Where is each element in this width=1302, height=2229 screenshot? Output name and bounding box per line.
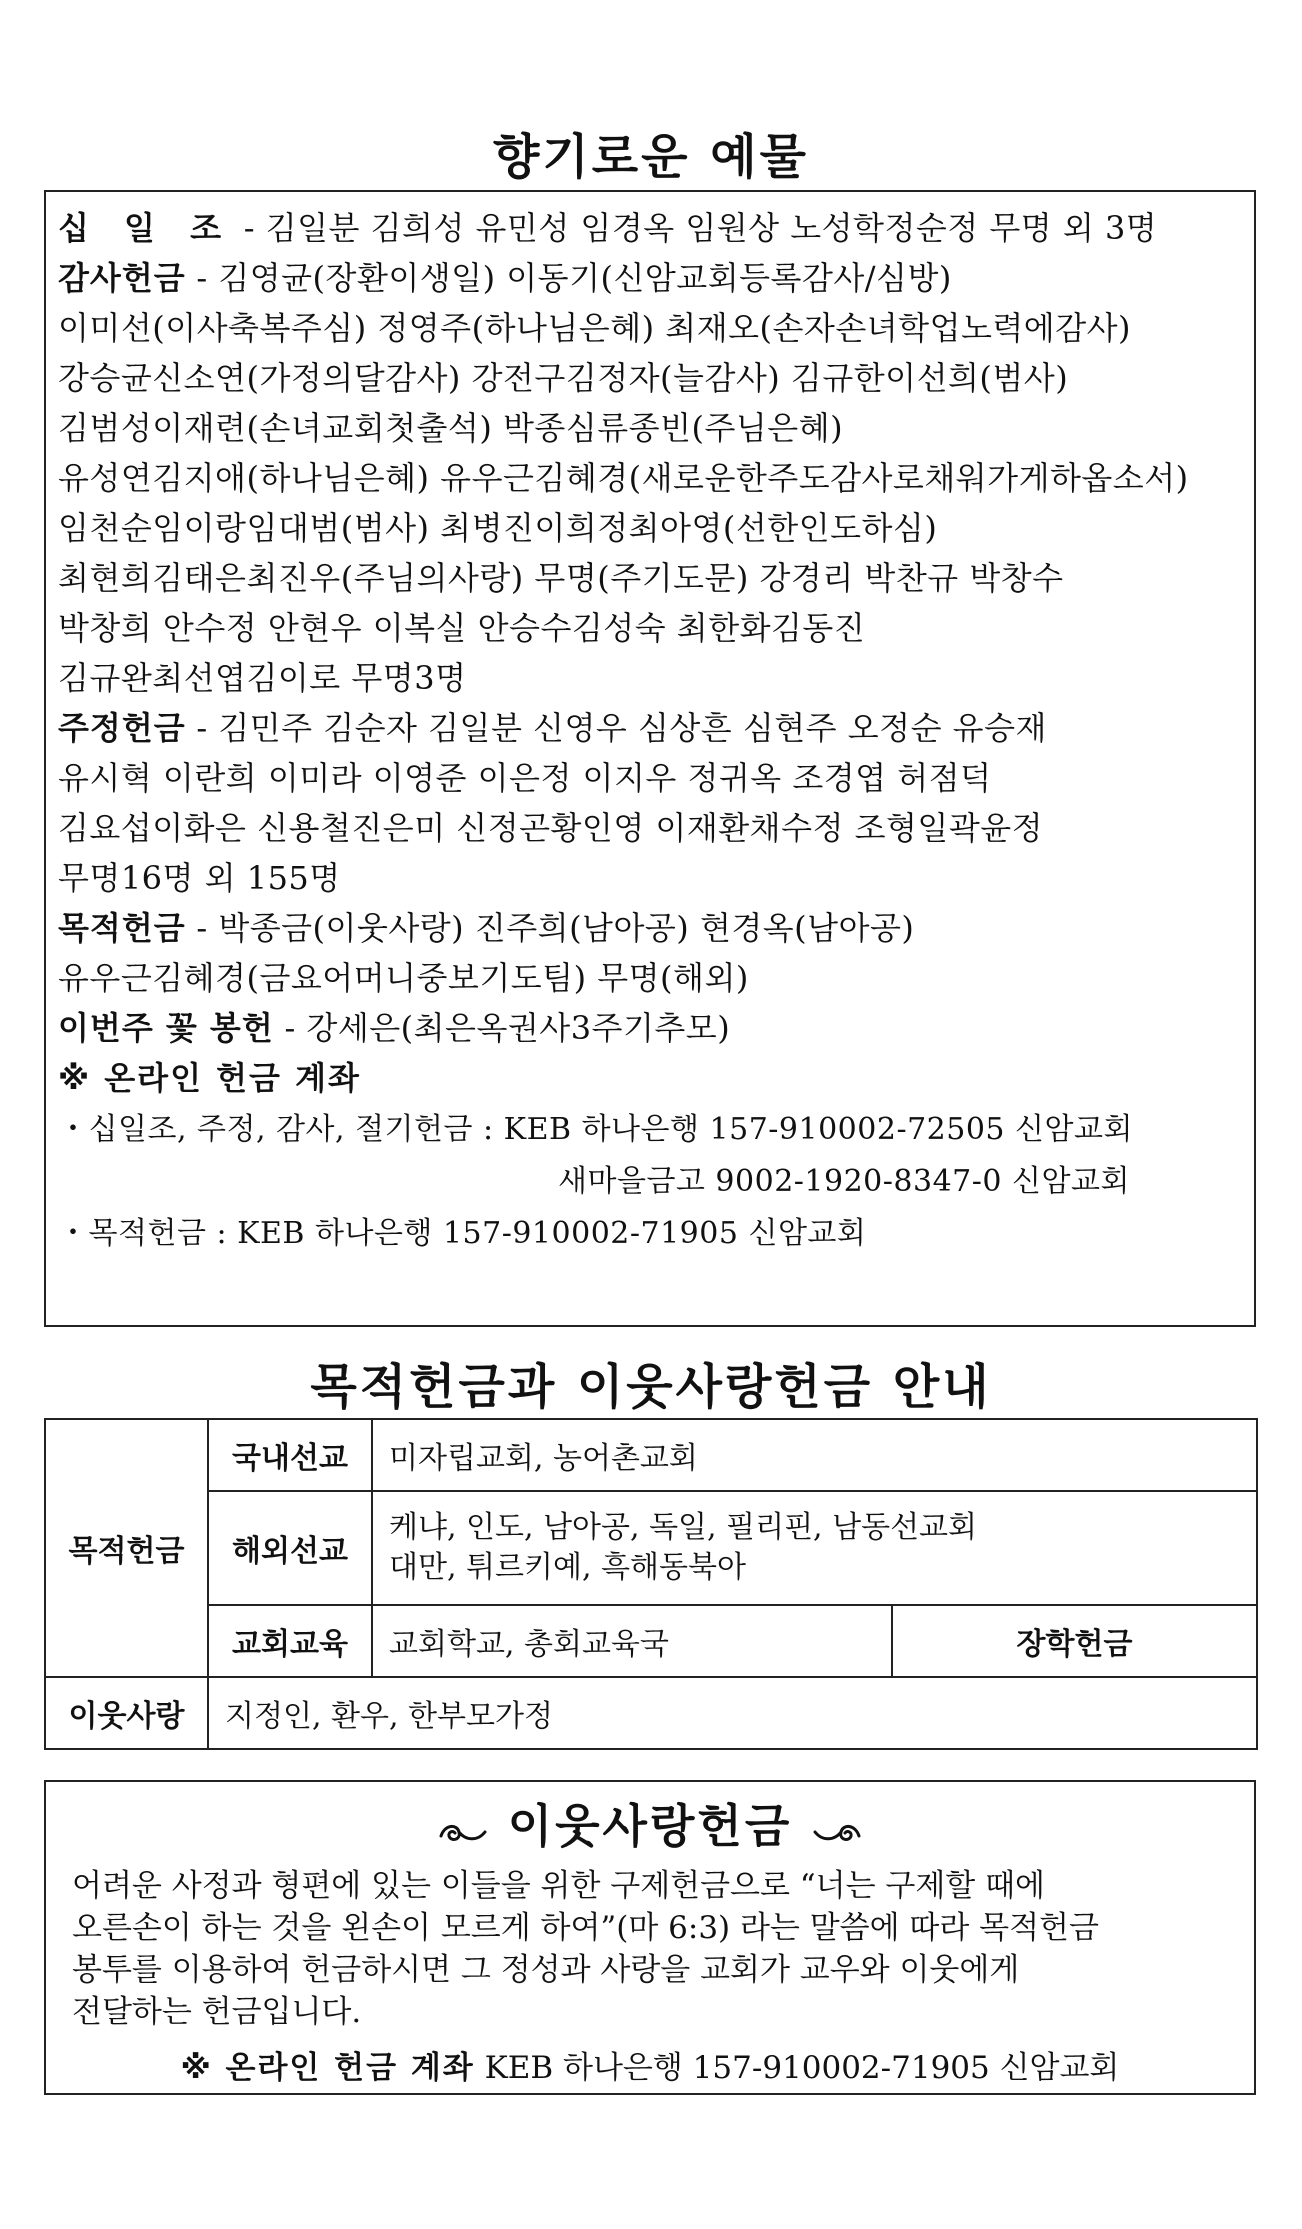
neighbor-paragraph-line: 봉투를 이용하여 헌금하시면 그 정성과 사랑을 교회가 교우와 이웃에게 (72, 1952, 1020, 1988)
domestic-text-cell: 미자립교회, 농어촌교회 (372, 1419, 1257, 1491)
table-row (45, 1419, 1257, 1491)
thanks-line (58, 258, 952, 298)
neighbor-paragraph-line: 전달하는 헌금입니다. (72, 1994, 362, 2030)
overseas-line: 케냐, 인도, 남아공, 독일, 필리핀, 남동선교회 (389, 1510, 978, 1545)
overseas-line: 대만, 튀르키예, 흑해동북아 (389, 1550, 746, 1585)
sunday-names-line: 김요섭이화은 신용철진은미 신정곤황인영 이재환채수정 조형일곽윤정 (58, 809, 1044, 847)
neighbor-offering-title (46, 1790, 1254, 1857)
table-row (45, 1677, 1257, 1749)
thanks-names-line: 박창희 안수정 안현우 이복실 안승수김성숙 최한화김동진 (58, 609, 866, 647)
thanks-names-line: 유성연김지애(하나님은혜) 유우근김혜경(새로운한주도감사로채워가게하옵소서) (58, 459, 1189, 497)
thanks-names-line: 김규완최선엽김이로 무명3명 (58, 659, 467, 697)
education-text-cell: 교회학교, 총회교육국 (372, 1605, 892, 1677)
neighbor-offering-box (44, 1780, 1256, 2095)
offering-title: 향기로운 예물 (493, 129, 809, 185)
sunday-names-line: 무명16명 외 155명 (58, 859, 341, 897)
neighbor-online-account (46, 2042, 1254, 2087)
neighbor-online-label: ※ 온라인 헌금 계좌 (180, 2050, 475, 2086)
table-row (45, 1491, 1257, 1605)
tithe-label: 십 일 조 (58, 209, 234, 247)
flower-label: 이번주 꽃 봉헌 (58, 1009, 274, 1047)
thanks-names-line: 최현희김태은최진우(주님의사랑) 무명(주기도문) 강경리 박찬규 박창수 (58, 559, 1064, 597)
neighbor-category-cell: 이웃사랑 (45, 1677, 208, 1749)
guide-title: 목적헌금과 이웃사랑헌금 안내 (310, 1359, 992, 1415)
thanks-names-line: 김범성이재련(손녀교회첫출석) 박종심류종빈(주님은혜) (58, 409, 844, 447)
online-account-purpose: ・목적헌금 : KEB 하나은행 157-910002-71905 신암교회 (58, 1216, 867, 1251)
thanks-names-line: 이미선(이사축복주심) 정영주(하나님은혜) 최재오(손자손녀학업노력에감사) (58, 309, 1132, 347)
sunday-label: 주정헌금 (58, 709, 186, 747)
neighbor-online-text: KEB 하나은행 157-910002-71905 신암교회 (484, 2050, 1120, 2086)
scholarship-cell: 장학헌금 (892, 1605, 1257, 1677)
offering-list-box (44, 190, 1256, 1327)
thanks-label: 감사헌금 (58, 259, 186, 297)
flower-names: - 강세은(최은옥권사3주기추모) (284, 1009, 731, 1047)
sunday-names-line: 유시혁 이란희 이미라 이영준 이은정 이지우 정귀옥 조경엽 허점덕 (58, 759, 992, 797)
domestic-label-cell: 국내선교 (208, 1419, 372, 1491)
purpose-line (58, 908, 914, 948)
sunday-names: - 김민주 김순자 김일분 신영우 심상흔 심현주 오정순 유승재 (196, 709, 1047, 747)
tithe-line (58, 208, 1157, 248)
neighbor-paragraph-line: 어려운 사정과 형편에 있는 이들을 위한 구제헌금으로 “너는 구제할 때에 (72, 1868, 1045, 1904)
neighbor-offering-title-text: 이웃사랑헌금 (507, 1799, 793, 1853)
sunday-line (58, 708, 1047, 748)
online-title: ※ 온라인 헌금 계좌 (58, 1059, 361, 1097)
online-account-general: ・십일조, 주정, 감사, 절기헌금 : KEB 하나은행 157-910002-72505 신암교회 (58, 1112, 1133, 1147)
guide-table (44, 1418, 1258, 1750)
thanks-names-line: 임천순임이랑임대범(범사) 최병진이희정최아영(선한인도하심) (58, 509, 938, 547)
flower-line (58, 1008, 730, 1048)
table-row (45, 1605, 1257, 1677)
thanks-names: - 김영균(장환이생일) 이동기(신암교회등록감사/심방) (196, 259, 952, 297)
education-label-cell: 교회교육 (208, 1605, 372, 1677)
overseas-label-cell: 해외선교 (208, 1491, 372, 1605)
overseas-text-cell (372, 1491, 1257, 1605)
tithe-names: - 김일분 김희성 유민성 임경옥 임원상 노성학정순정 무명 외 3명 (243, 209, 1158, 247)
online-account-saemaeul: 새마을금고 9002-1920-8347-0 신암교회 (558, 1164, 1130, 1199)
neighbor-paragraph-line: 오른손이 하는 것을 왼손이 모르게 하여”(마 6:3) 라는 말씀에 따라 목적헌금 (72, 1910, 1099, 1946)
purpose-names-line: 유우근김혜경(금요어머니중보기도팀) 무명(해외) (58, 959, 749, 997)
left-ornament-icon (437, 1803, 489, 1857)
purpose-names: - 박종금(이웃사랑) 진주희(남아공) 현경옥(남아공) (196, 909, 915, 947)
thanks-names-line: 강승균신소연(가정의달감사) 강전구김정자(늘감사) 김규한이선희(범사) (58, 359, 1069, 397)
purpose-category-cell: 목적헌금 (45, 1419, 208, 1677)
neighbor-text-cell: 지정인, 환우, 한부모가정 (208, 1677, 1257, 1749)
purpose-label: 목적헌금 (58, 909, 186, 947)
right-ornament-icon (811, 1803, 863, 1857)
